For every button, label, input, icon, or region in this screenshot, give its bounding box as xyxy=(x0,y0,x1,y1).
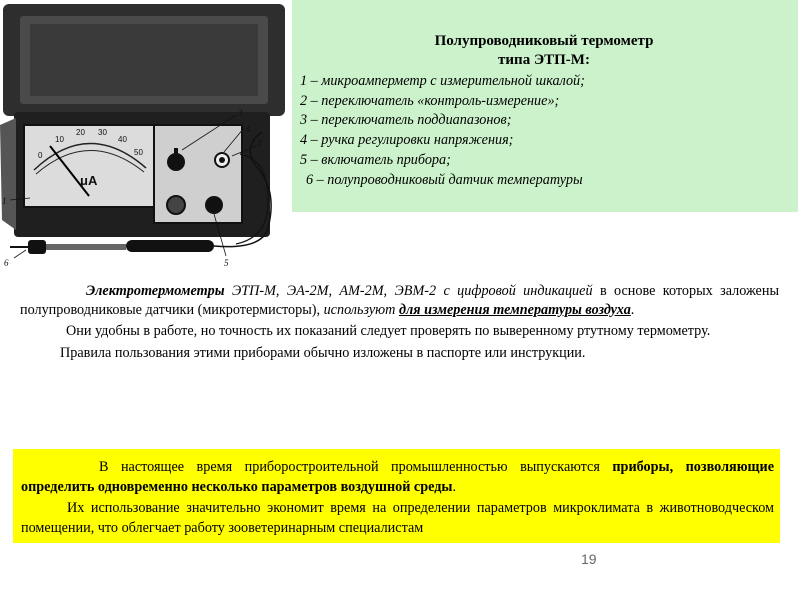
dial-label: 20 xyxy=(76,128,85,137)
callout-number: 6 xyxy=(4,258,9,268)
caption-parts-list xyxy=(300,72,788,190)
callout-number: 4 xyxy=(246,124,251,134)
figure-caption-box xyxy=(292,0,798,212)
callout-number: 2 xyxy=(257,138,262,148)
callout-number: 3 xyxy=(238,108,243,118)
callout-number: 5 xyxy=(224,258,229,268)
caption-item: 6 – полупроводниковый датчик температуры xyxy=(306,171,583,188)
body-text xyxy=(20,282,779,362)
paragraph-rules: Правила пользования этими приборами обычно изложены в паспорте или инструкции. xyxy=(60,344,586,361)
dial-label: 30 xyxy=(98,128,107,137)
caption-item: 5 – включатель прибора; xyxy=(300,151,451,168)
dial-label: 50 xyxy=(134,148,143,157)
paragraph-electrothermometers: Электротермометры ЭТП-М, ЭА-2М, АМ-2М, ЭВМ-2 с цифровой индикацией в основе которых заложены полупроводниковые датчики (микротермисторы), используют для измерения температуры воздуха. xyxy=(20,283,779,318)
dial-label: 10 xyxy=(55,135,64,144)
term-electrothermometers: Электротермометры xyxy=(86,283,225,299)
note-emphasis: приборы, позволяющие определить одновременно несколько параметров воздушной среды xyxy=(21,459,774,496)
model-list: ЭТП-М, ЭА-2М, АМ-2М, ЭВМ-2 с цифровой индикацией xyxy=(224,283,593,299)
unit-label: μA xyxy=(80,173,98,188)
note-paragraph-2: Их использование значительно экономит время на определении параметров микроклимата в животноводческом помещении, что облегчает работу зооветеринарным специалистам xyxy=(21,499,774,537)
caption-item: 3 – переключатель поддиапазонов; xyxy=(300,112,512,129)
caption-item: 2 – переключатель «контроль-измерение»; xyxy=(300,92,560,109)
note-paragraph-1: В настоящее время приборостроительной промышленностью выпускаются приборы, позволяющие определить одновременно несколько параметров воздушной среды. xyxy=(21,459,774,496)
paragraph-text: в основе которых заложены полупроводниковые датчики (микротермисторы), xyxy=(20,283,779,318)
dial-label: 40 xyxy=(118,135,127,144)
purpose-air-temperature: для измерения температуры воздуха xyxy=(398,301,631,318)
caption-item: 1 – микроамперметр с измерительной шкалой; xyxy=(300,73,585,89)
page-number: 19 xyxy=(581,551,597,567)
verb-use: используют xyxy=(323,301,396,318)
callout-number: 1 xyxy=(2,196,7,206)
thermometer-device-image xyxy=(0,0,292,272)
paragraph-accuracy: Они удобны в работе, но точность их показаний следует проверять по выверенному ртутному термометру. xyxy=(66,323,711,340)
caption-item: 4 – ручка регулировки напряжения; xyxy=(300,132,514,149)
highlight-note-box xyxy=(13,449,780,543)
caption-title-line-2: типа ЭТП-М: xyxy=(498,52,590,68)
dial-label: 0 xyxy=(38,151,43,160)
caption-title-line-1: Полупроводниковый термометр xyxy=(434,33,654,49)
